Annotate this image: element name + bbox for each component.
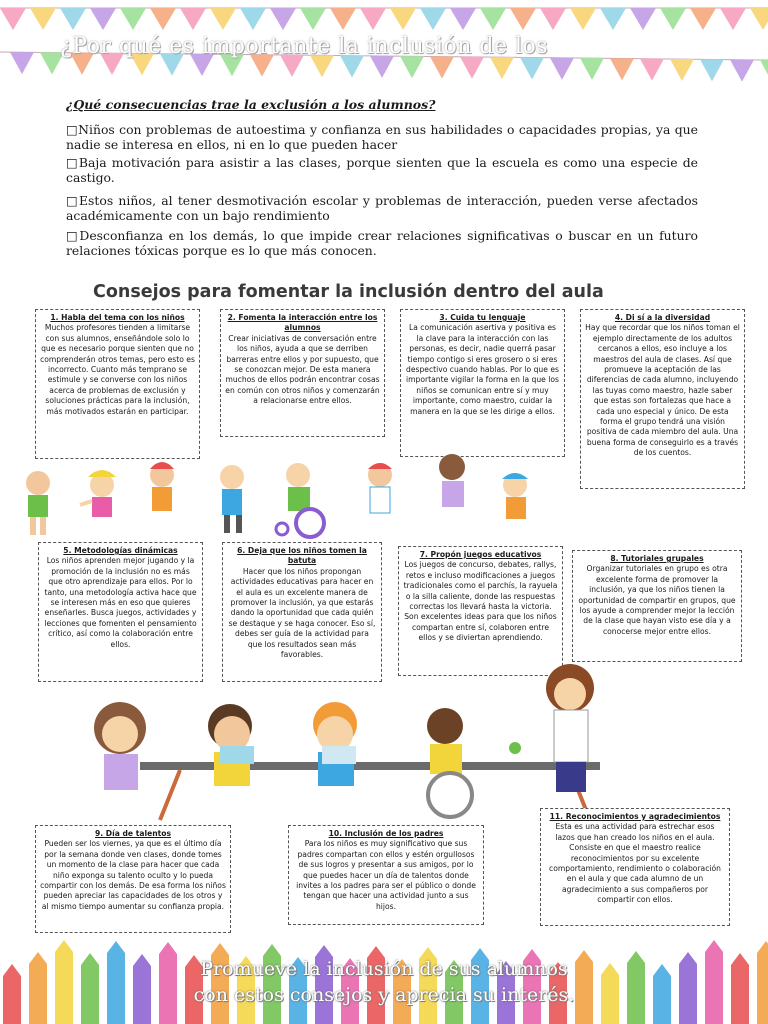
child-in-wheelchair: [276, 463, 324, 537]
child-figure-1: [26, 471, 50, 535]
teacher-figure: [546, 664, 594, 792]
tip-heading: 10. Inclusión de los padres: [328, 829, 444, 838]
bunting-flag: [60, 8, 86, 30]
child-figure-8: [502, 473, 528, 519]
tip-card-1: [35, 309, 200, 459]
bunting-flag: [580, 58, 604, 80]
tip-card-10: [288, 825, 484, 925]
footer-line-2: con estos consejos y aprecia su interés.: [193, 984, 575, 1006]
bunting-flag: [330, 8, 356, 30]
bunting-flag: [400, 56, 424, 78]
consequence-4: □Desconfianza en los demás, lo que impide crear relaciones significativas o buscar en un futuro relaciones tóxicas porque es lo que más conocen.: [66, 228, 698, 258]
tip-body: Hacer que los niños propongan actividades educativas para hacer en el aula es un excelente manera de promover la inclusión, ya que estarás dando la oportunidad que cada quién se destaque y se haga conocer. Eso sí, debes ser guía de la actividad para que los resultados sean más favorables.: [228, 566, 376, 660]
consequence-1: □Niños con problemas de autoestima y confianza en sus habilidades o capacidades propias, ya que nadie se interesa en ellos, ni en lo que pueden hacer: [66, 122, 698, 152]
bunting-flag: [480, 8, 506, 30]
bunting-flag: [420, 8, 446, 30]
tip-card-4: [580, 309, 745, 489]
crayon-shape: [107, 941, 125, 1024]
classroom-table: [140, 762, 600, 770]
footer-line-1: Promueve la inclusión de sus alumnos: [200, 958, 568, 980]
tip-heading: 2. Fomenta la interacción entre los alumnos: [227, 313, 378, 333]
tip-body: Muchos profesores tienden a limitarse con sus alumnos, enseñándole solo lo que es necesario porque sienten que no comprenderán otros temas, pero esto es incorrecto. Cuanto más temprano se estimule y se converse con los niños acerca de problemas de exclusión y soluciones prácticas para la inclusión, más motivados estarán en participar.: [40, 323, 195, 416]
bunting-flag: [520, 57, 544, 79]
tip-card-8: [572, 550, 742, 662]
bunting-flag: [300, 8, 326, 30]
tip-heading: 7. Propón juegos educativos: [419, 550, 542, 559]
crayon-shape: [159, 942, 177, 1024]
bunting-flag: [760, 60, 768, 82]
apple-icon: [509, 742, 521, 754]
tip-body: La comunicación asertiva y positiva es la clave para la interacción con las personas, es decir, nadie querrá pasar tiempo contigo si eres grosero o si eres despectivo cuando hablas. Por lo que es importante vigilar la forma en la que los niños se comunican entre sí y muy importante, como maestro, cuidar la manera en la que se les dirige a ellos.: [406, 323, 559, 416]
bunting-flag: [240, 8, 266, 30]
bunting-flag: [640, 59, 664, 81]
tip-body: Pueden ser los viernes, ya que es el último día por la semana donde ven clases, donde tomes un momento de la clase para hacer que cada niño exponga su talento oculto y lo pueda compartir con los demás. De esa forma los niños pueden apreciar las capacidades de los otros y al mismo tiempo aumentar su confianza propia.: [40, 839, 226, 911]
bunting-flag: [30, 8, 56, 30]
bunting-flag: [10, 52, 34, 74]
bunting-flag: [120, 8, 146, 30]
bunting-flag: [150, 8, 176, 30]
bunting-flag: [270, 8, 296, 30]
tip-body: Los niños aprenden mejor jugando y la promoción de la inclusión no es más que otro aprendizaje para ellos. Por lo tanto, una metodología activa hace que se interesen más en eso que quieres enseñarles. Busca juegos, actividades y lecciones que fomenten el pensamiento crítico, así como la colaboración entre ellos.: [44, 556, 197, 649]
tip-body: Para los niños es muy significativo que sus padres compartan con ellos y estén orgullosos de sus logros y presentar a sus amigos, por lo que puedes hacer un día de talentos donde invites a los padres para ser el público o donde tengan que hacer una actividad junto a sus hijos.: [296, 839, 476, 911]
bunting-flag: [540, 8, 566, 30]
bunting-flag: [450, 8, 476, 30]
crayon-shape: [705, 940, 723, 1024]
tip-card-11: [540, 808, 730, 926]
tip-body: Crear iniciativas de conversación entre los niños, ayuda a que se derriben barreras entre ellos y por supuesto, que se conozcan mejor. De esta manera muchos de ellos podrán encontrar cosas en común con otros niños y comenzarán a relacionarse entre ellos.: [225, 333, 380, 406]
tip-heading: 9. Día de talentos: [95, 829, 171, 838]
classroom-illustration: [70, 650, 660, 825]
bunting-flag: [670, 59, 694, 81]
exclusion-question: ¿Qué consecuencias trae la exclusión a los alumnos?: [66, 97, 436, 112]
child-figure-6: [368, 463, 392, 513]
bunting-flag: [600, 8, 626, 30]
tip-card-2: [220, 309, 385, 437]
crayon-shape: [757, 941, 768, 1024]
bunting-flag: [460, 57, 484, 79]
bunting-flag: [700, 59, 724, 81]
student-3: [313, 702, 357, 786]
bunting-flag: [90, 8, 116, 30]
bunting-flag: [630, 8, 656, 30]
bunting-flag: [430, 56, 454, 78]
bunting-flag: [750, 8, 768, 30]
tip-heading: 5. Metodologías dinámicas: [63, 546, 178, 555]
tip-card-9: [35, 825, 231, 933]
bunting-flag: [180, 8, 206, 30]
tip-heading: 3. Cuida tu lenguaje: [439, 313, 526, 322]
tip-heading: 1. Habla del tema con los niños: [50, 313, 185, 322]
bunting-flag: [510, 8, 536, 30]
consequence-3: □Estos niños, al tener desmotivación escolar y problemas de interacción, pueden verse afectados académicamente con un bajo rendimiento: [66, 193, 698, 223]
bunting-flag: [570, 8, 596, 30]
bunting-flag: [210, 8, 236, 30]
bunting-flag: [690, 8, 716, 30]
bunting-flag: [360, 8, 386, 30]
tip-card-3: [400, 309, 565, 457]
crayon-shape: [55, 940, 73, 1024]
tip-heading: 4. Di sí a la diversidad: [614, 313, 711, 322]
children-illustration: [10, 445, 570, 540]
child-figure-3: [150, 462, 174, 511]
page-title: ¿Por qué es importante la inclusión de los: [60, 34, 549, 59]
tip-body: Organizar tutoriales en grupo es otra excelente forma de promover la inclusión, ya que los niños tienen la oportunidad de compartir en grupos, que los ayude a comprender mejor la lección de la clase que hayan visto ese día y a conocerse mejor entre ellos.: [578, 564, 736, 636]
tip-heading: 8. Tutoriales grupales: [610, 554, 704, 563]
bunting-flag: [390, 8, 416, 30]
consequence-2: □Baja motivación para asistir a las clases, porque sienten que la escuela es como una especie de castigo.: [66, 155, 698, 185]
child-figure-2: [80, 470, 116, 517]
tip-body: Hay que recordar que los niños toman el ejemplo directamente de los adultos cercanos a ellos, eso incluye a los maestros del aula de clases. Así que promueve la aceptación de las diferencias de cada alumno, incluyendo las tuyas como maestro, hazle saber que estas son fortalezas que hace a cada uno especial y único. De esta forma el grupo tendrá una visión positiva de cada miembro del aula. Una buena forma de conseguirlo es a través de los cuentos.: [585, 323, 740, 458]
bunting-flag: [0, 8, 26, 30]
student-2: [208, 704, 254, 786]
child-figure-7: [439, 454, 465, 507]
bunting-flag: [660, 8, 686, 30]
tips-section-title: Consejos para fomentar la inclusión dentro del aula: [93, 282, 604, 302]
bunting-flag: [490, 57, 514, 79]
bunting-flag: [370, 56, 394, 78]
bunting-flag: [610, 58, 634, 80]
bunting-flag: [730, 60, 754, 82]
bunting-flag: [720, 8, 746, 30]
tip-heading: 6. Deja que los niños tomen la batuta: [237, 546, 367, 566]
student-1: [94, 702, 146, 790]
tip-heading: 11. Reconocimientos y agradecimientos: [549, 812, 721, 821]
bunting-flag: [550, 58, 574, 80]
child-figure-4: [220, 465, 244, 533]
tip-body: Los juegos de concurso, debates, rallys, retos e incluso modificaciones a juegos tradicionales como el parchís, la rayuela o la silla caliente, donde las respuestas correctas los llevará hasta la victoria. Son excelentes ideas para que los niños compartan entre sí, colaboren entre ellos y se diviertan aprendiendo.: [403, 560, 558, 643]
tip-body: Esta es una actividad para estrechar esos lazos que han creado los niños en el aula. Consiste en que el maestro realice reconocimientos por su excelente comportamiento, rendimiento o colaboración en el aula y que cada alumno de un agradecimiento a sus compañeros por compartir con ellos.: [549, 822, 721, 905]
